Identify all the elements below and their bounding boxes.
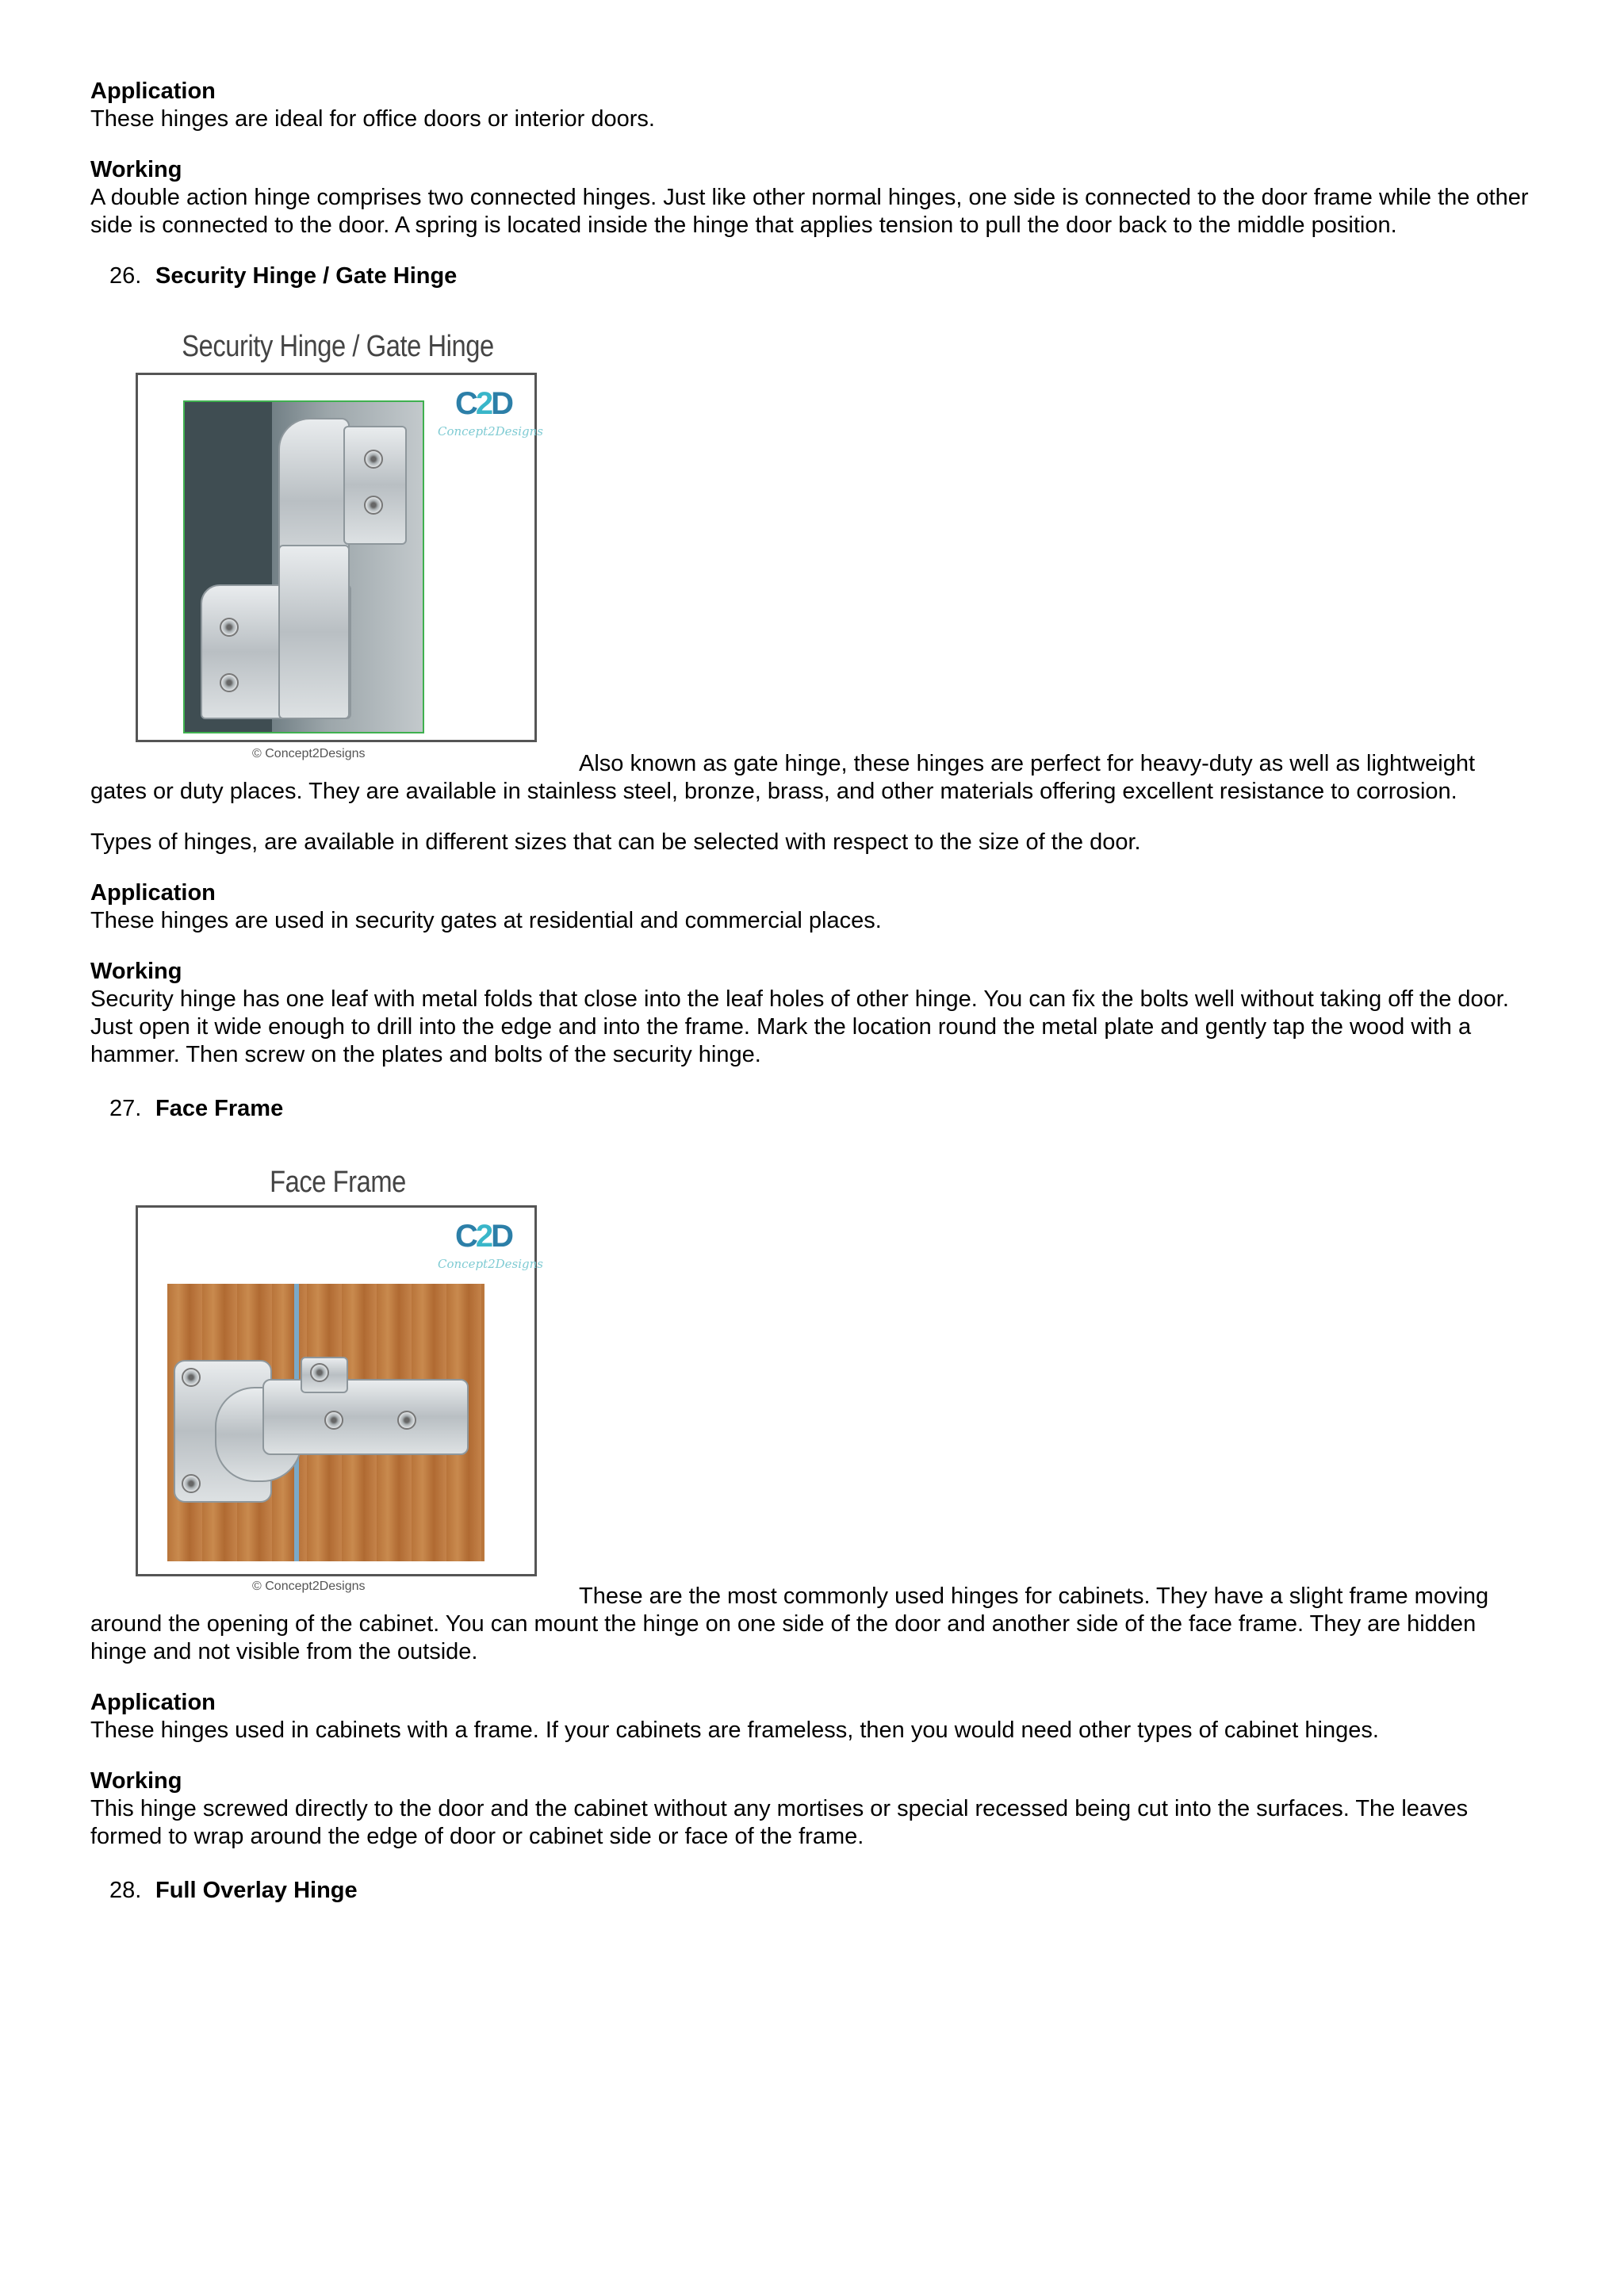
application-text: These hinges used in cabinets with a frame. If your cabinets are frameless, then you would need other types of cabinet hinges. <box>90 1718 1379 1743</box>
c2d-mark: C2D <box>455 386 512 421</box>
section-title: Security Hinge / Gate Hinge <box>155 263 458 289</box>
figure-frame <box>136 373 543 742</box>
caption-text: around the opening of the cabinet. You can mount the hinge on one side of the door and another side of the face frame. They are hidden hinge and not visible from the outside. <box>90 1611 1477 1664</box>
working-text: A double action hinge comprises two connected hinges. Just like other normal hinges, one side is connected to the door frame while the other side is connected to the door. A spring is located inside the hinge that applies tension to pull the door back to the middle position. <box>90 185 1529 238</box>
figure-credit: © Concept2Designs <box>252 747 366 760</box>
working-text: This hinge screwed directly to the door and the cabinet without any mortises or special recessed being cut into the surfaces. The leaves formed to wrap around the edge of door or cabinet side or face of the frame. <box>90 1796 1469 1849</box>
section-26-heading <box>109 262 457 290</box>
section-number: 28. <box>109 1878 142 1903</box>
figure-credit: © Concept2Designs <box>252 1580 366 1593</box>
application-text: These hinges are used in security gates at residential and commercial places. <box>90 908 882 933</box>
working-text: Security hinge has one leaf with metal folds that close into the leaf holes of other hinge. You can fix the bolts well without taking off the door. Just open it wide enough to drill into the edge and into the frame. Mark the location round the metal plate and gently tap the wood with a hammer. Then screw on the plates and bolts of the security hinge. <box>90 986 1509 1067</box>
types-text: Types of hinges, are available in different sizes that can be selected with respect to the size of the door. <box>90 829 1141 855</box>
section-number: 27. <box>109 1096 142 1121</box>
application-text: These hinges are ideal for office doors or interior doors. <box>90 106 655 132</box>
caption-line: These are the most commonly used hinges for cabinets. They have a slight frame moving <box>579 1584 1489 1609</box>
c2d-logo <box>435 1216 543 1295</box>
face-frame-photo <box>167 1284 485 1561</box>
application-heading: Application <box>90 1690 216 1715</box>
section-28-heading <box>109 1877 358 1905</box>
figure-frame <box>136 1205 543 1576</box>
figure-title: Face Frame <box>270 1166 406 1199</box>
c2d-logo <box>435 383 543 462</box>
application-heading: Application <box>90 880 216 906</box>
security-hinge-figure <box>133 327 542 771</box>
logo-script: Concept2Designs <box>438 1257 543 1271</box>
figure-title: Security Hinge / Gate Hinge <box>182 330 494 363</box>
working-heading: Working <box>90 959 182 984</box>
working-heading: Working <box>90 1768 182 1794</box>
application-heading: Application <box>90 79 216 104</box>
caption-text: gates or duty places. They are available in stainless steel, bronze, brass, and other materials offering excellent resistance to corrosion. <box>90 779 1457 804</box>
working-heading: Working <box>90 157 182 182</box>
section-27-heading <box>109 1095 283 1123</box>
security-hinge-photo <box>183 400 424 733</box>
c2d-mark: C2D <box>455 1219 512 1254</box>
logo-script: Concept2Designs <box>438 424 543 439</box>
section-title: Face Frame <box>155 1096 284 1121</box>
face-frame-figure <box>133 1159 542 1603</box>
section-number: 26. <box>109 263 142 289</box>
caption-line: Also known as gate hinge, these hinges are perfect for heavy-duty as well as lightweight <box>579 751 1476 776</box>
section-title: Full Overlay Hinge <box>155 1878 358 1903</box>
